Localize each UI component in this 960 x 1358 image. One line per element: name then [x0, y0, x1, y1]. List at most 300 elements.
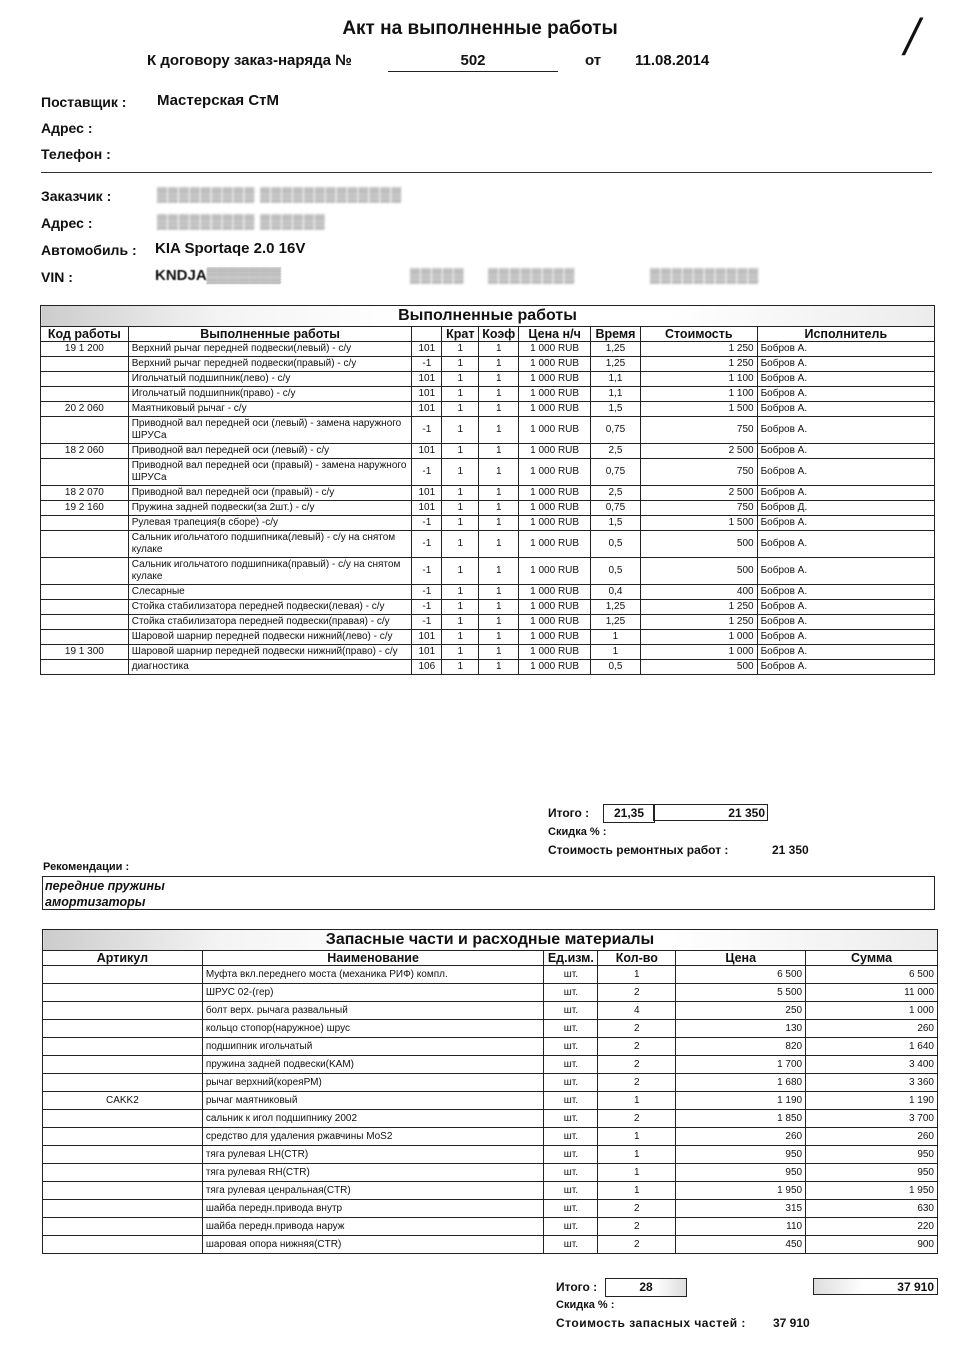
parts-cell: подшипник игольчатый	[202, 1038, 544, 1056]
contract-date-label: от	[585, 52, 602, 69]
works-row	[41, 516, 935, 531]
works-cell	[41, 372, 129, 387]
works-cell: 1 000 RUB	[519, 459, 591, 486]
parts-cell: 2	[598, 1038, 676, 1056]
works-row	[41, 459, 935, 486]
parts-cell: 1 680	[676, 1074, 806, 1092]
works-cell: 1 250	[640, 615, 757, 630]
parts-cell	[43, 1218, 203, 1236]
parts-cell: 2	[598, 1218, 676, 1236]
parts-cell: 5 500	[676, 984, 806, 1002]
works-header-cell: Цена н/ч	[519, 327, 591, 342]
recommendations-box	[42, 876, 935, 910]
works-total-label: Итого :	[548, 806, 590, 820]
works-cell: 1 000 RUB	[519, 531, 591, 558]
works-row	[41, 342, 935, 357]
parts-cell: 1 000	[806, 1002, 938, 1020]
works-cell: 1	[590, 630, 640, 645]
parts-cell	[43, 1002, 203, 1020]
works-header-cell: Коэф	[479, 327, 519, 342]
works-cell: Игольчатый подшипник(право) - с/у	[128, 387, 412, 402]
works-cell: 1	[479, 645, 519, 660]
parts-cell: 950	[676, 1164, 806, 1182]
parts-cell: 1	[598, 1182, 676, 1200]
parts-cell: шт.	[544, 1146, 598, 1164]
parts-cell: 2	[598, 1020, 676, 1038]
works-cell: 1 000 RUB	[519, 645, 591, 660]
works-row	[41, 660, 935, 675]
works-cell: 1,5	[590, 516, 640, 531]
works-cell: 1 100	[640, 387, 757, 402]
parts-cell: 260	[806, 1020, 938, 1038]
parts-cell: шт.	[544, 1128, 598, 1146]
works-cell: 1	[442, 417, 479, 444]
works-cell: 19 2 160	[41, 501, 129, 516]
supplier-phone-label: Телефон :	[41, 146, 111, 162]
parts-cell: 6 500	[676, 966, 806, 984]
parts-cell: 1 950	[676, 1182, 806, 1200]
parts-discount-label: Скидка % :	[556, 1299, 615, 1311]
works-cell: Рулевая трапеция(в сборе) -с/у	[128, 516, 412, 531]
works-cell: 1	[442, 516, 479, 531]
parts-cell: 2	[598, 984, 676, 1002]
works-row	[41, 501, 935, 516]
parts-cell: шт.	[544, 1074, 598, 1092]
header-divider	[41, 172, 932, 173]
parts-row	[43, 1200, 938, 1218]
parts-cell: 260	[676, 1128, 806, 1146]
works-cell: 1 000 RUB	[519, 444, 591, 459]
parts-cost-label: Стоимость запасных частей :	[556, 1316, 746, 1330]
works-cell: 1	[479, 558, 519, 585]
works-cell: 1,25	[590, 342, 640, 357]
works-cell: 2,5	[590, 444, 640, 459]
parts-cell: пружина задней подвески(KAM)	[202, 1056, 544, 1074]
parts-cell	[43, 1074, 203, 1092]
works-cell: Верхний рычаг передней подвески(правый) - с/у	[128, 357, 412, 372]
works-cell: Шаровой шарнир передней подвески нижний(лево) - с/у	[128, 630, 412, 645]
parts-cell: шаровая опора нижняя(CTR)	[202, 1236, 544, 1254]
parts-cell	[43, 966, 203, 984]
works-cell: 1,1	[590, 387, 640, 402]
parts-cell: шт.	[544, 1020, 598, 1038]
works-cell: Бобров А.	[757, 372, 934, 387]
parts-row	[43, 1056, 938, 1074]
parts-cell: 2	[598, 1074, 676, 1092]
works-cell: 1 000	[640, 645, 757, 660]
works-total-time: 21,35	[603, 804, 655, 823]
parts-cell: 2	[598, 1236, 676, 1254]
parts-row	[43, 1092, 938, 1110]
vin-hidden-2: ▒▒▒▒▒▒▒▒	[488, 267, 576, 283]
parts-cell	[43, 1020, 203, 1038]
works-cell: Бобров А.	[757, 342, 934, 357]
works-cell: 750	[640, 459, 757, 486]
parts-cell: 260	[806, 1128, 938, 1146]
parts-table	[42, 929, 938, 1254]
works-cell	[41, 558, 129, 585]
parts-row	[43, 1020, 938, 1038]
works-cell: 1	[479, 417, 519, 444]
works-row	[41, 558, 935, 585]
works-cell: 1,1	[590, 372, 640, 387]
works-cell: Стойка стабилизатора передней подвески(левая) - с/у	[128, 600, 412, 615]
parts-row	[43, 1074, 938, 1092]
works-cell: 1	[442, 459, 479, 486]
works-cell: 1	[442, 531, 479, 558]
works-cell: 1	[442, 630, 479, 645]
works-header-cell: Крат	[442, 327, 479, 342]
works-cell: Бобров А.	[757, 558, 934, 585]
parts-cell: CAKK2	[43, 1092, 203, 1110]
works-cell	[41, 531, 129, 558]
works-cell: -1	[412, 459, 442, 486]
parts-cell: 1 850	[676, 1110, 806, 1128]
works-total-cost: 21 350	[653, 804, 768, 821]
parts-cell: тяга рулевая RH(CTR)	[202, 1164, 544, 1182]
parts-cell: 1	[598, 1128, 676, 1146]
works-cell: 101	[412, 501, 442, 516]
works-cell: 1 000 RUB	[519, 357, 591, 372]
works-cell: 18 2 060	[41, 444, 129, 459]
supplier-label: Поставщик :	[41, 94, 127, 110]
parts-cell: 820	[676, 1038, 806, 1056]
works-row	[41, 615, 935, 630]
works-cell: -1	[412, 516, 442, 531]
works-row	[41, 402, 935, 417]
works-cell: 1 100	[640, 372, 757, 387]
works-cell: 1 000 RUB	[519, 342, 591, 357]
works-cell: 101	[412, 342, 442, 357]
parts-row	[43, 1110, 938, 1128]
parts-cell	[43, 1110, 203, 1128]
parts-cost-value: 37 910	[773, 1316, 810, 1330]
works-cell	[41, 459, 129, 486]
works-cell: 101	[412, 630, 442, 645]
parts-cell: 130	[676, 1020, 806, 1038]
works-cell: 101	[412, 402, 442, 417]
parts-section-title: Запасные части и расходные материалы	[43, 930, 938, 951]
car-value: KIA Sportaqe 2.0 16V	[155, 240, 306, 257]
parts-cell: кольцо стопор(наружное) шрус	[202, 1020, 544, 1038]
works-cell: 19 1 200	[41, 342, 129, 357]
works-cell: Слесарные	[128, 585, 412, 600]
parts-cell: 4	[598, 1002, 676, 1020]
works-cell	[41, 387, 129, 402]
parts-header-cell: Наименование	[202, 951, 544, 966]
parts-cell: 250	[676, 1002, 806, 1020]
parts-cell: шт.	[544, 1110, 598, 1128]
works-cell: 0,75	[590, 417, 640, 444]
vin-value: KNDJA▒▒▒▒▒▒▒	[155, 267, 282, 284]
works-cell: 1 000 RUB	[519, 402, 591, 417]
parts-cell: 1	[598, 966, 676, 984]
works-cell	[41, 357, 129, 372]
works-cell: 1 250	[640, 357, 757, 372]
works-cell: 1 500	[640, 516, 757, 531]
works-cell: Бобров А.	[757, 630, 934, 645]
works-cell: Бобров А.	[757, 600, 934, 615]
vin-hidden-1: ▒▒▒▒▒	[410, 267, 465, 283]
works-cell: 500	[640, 660, 757, 675]
parts-cell: 950	[806, 1164, 938, 1182]
parts-cell	[43, 1164, 203, 1182]
works-cell: -1	[412, 417, 442, 444]
parts-row	[43, 966, 938, 984]
works-cell: 1	[479, 630, 519, 645]
parts-cell: 110	[676, 1218, 806, 1236]
works-cell: 1 000	[640, 630, 757, 645]
customer-label: Заказчик :	[41, 188, 112, 204]
parts-cell: болт верх. рычага развальный	[202, 1002, 544, 1020]
works-cost-label: Стоимость ремонтных работ :	[548, 843, 729, 857]
works-cell: 20 2 060	[41, 402, 129, 417]
parts-cell: шт.	[544, 1236, 598, 1254]
works-cell: 1	[479, 387, 519, 402]
works-cell: 1 000 RUB	[519, 417, 591, 444]
parts-cell: 1	[598, 1092, 676, 1110]
parts-cell: шт.	[544, 1056, 598, 1074]
works-cell: 1	[442, 501, 479, 516]
works-cell: 19 1 300	[41, 645, 129, 660]
works-header-cell	[412, 327, 442, 342]
works-table	[40, 305, 935, 675]
works-cell: 1 000 RUB	[519, 600, 591, 615]
works-cell: Бобров Д.	[757, 501, 934, 516]
parts-row	[43, 1002, 938, 1020]
parts-cell: сальник к игол подшипнику 2002	[202, 1110, 544, 1128]
works-cell: Приводной вал передней оси (левый) - замена наружного ШРУСа	[128, 417, 412, 444]
parts-header-cell: Ед.изм.	[544, 951, 598, 966]
parts-row	[43, 1146, 938, 1164]
customer-value: ▒▒▒▒▒▒▒▒▒ ▒▒▒▒▒▒▒▒▒▒▒▒▒	[157, 186, 403, 202]
parts-cell: 3 400	[806, 1056, 938, 1074]
works-cell: Шаровой шарнир передней подвески нижний(право) - с/у	[128, 645, 412, 660]
works-cell: 1 000 RUB	[519, 660, 591, 675]
parts-cell	[43, 1236, 203, 1254]
parts-cell: шт.	[544, 1200, 598, 1218]
works-cell: 1	[442, 387, 479, 402]
works-cell: 1	[479, 342, 519, 357]
supplier-value: Мастерская СтМ	[157, 92, 279, 109]
parts-cell: шайба передн.привода внутр	[202, 1200, 544, 1218]
works-header-cell: Стоимость	[640, 327, 757, 342]
works-cell: 0,5	[590, 531, 640, 558]
works-cell: Бобров А.	[757, 615, 934, 630]
car-label: Автомобиль :	[41, 242, 137, 258]
works-cell: 1,25	[590, 615, 640, 630]
works-cell: 1,25	[590, 600, 640, 615]
works-cell: Стойка стабилизатора передней подвески(правая) - с/у	[128, 615, 412, 630]
parts-cell: 900	[806, 1236, 938, 1254]
works-cell: 1 500	[640, 402, 757, 417]
vin-label: VIN :	[41, 269, 73, 285]
works-cell: 1 000 RUB	[519, 558, 591, 585]
works-row	[41, 417, 935, 444]
works-cell: Бобров А.	[757, 531, 934, 558]
works-cell: 1 000 RUB	[519, 630, 591, 645]
works-cell: 1	[479, 357, 519, 372]
works-cell: 1	[442, 585, 479, 600]
works-cell: 1	[442, 357, 479, 372]
parts-cell: 950	[676, 1146, 806, 1164]
works-cell: 1	[479, 444, 519, 459]
works-cell: 1	[479, 615, 519, 630]
works-cell: 500	[640, 531, 757, 558]
works-cell: Пружина задней подвески(за 2шт.) - с/у	[128, 501, 412, 516]
parts-cell: 950	[806, 1146, 938, 1164]
works-cell: 18 2 070	[41, 486, 129, 501]
recommendation-line: амортизаторы	[45, 895, 146, 909]
works-cell	[41, 660, 129, 675]
parts-cell	[43, 1146, 203, 1164]
works-cell: 1	[442, 342, 479, 357]
parts-cell: 1 640	[806, 1038, 938, 1056]
works-discount-label: Скидка % :	[548, 826, 607, 838]
parts-cell: 220	[806, 1218, 938, 1236]
works-cell	[41, 615, 129, 630]
parts-cell: 1 190	[676, 1092, 806, 1110]
parts-cell: 3 700	[806, 1110, 938, 1128]
parts-cell: средство для удаления ржавчины MoS2	[202, 1128, 544, 1146]
works-cell: Приводной вал передней оси (правый) - с/у	[128, 486, 412, 501]
works-header-cell: Время	[590, 327, 640, 342]
parts-cell	[43, 1182, 203, 1200]
works-cell: Игольчатый подшипник(лево) - с/у	[128, 372, 412, 387]
works-row	[41, 531, 935, 558]
parts-cell: 3 360	[806, 1074, 938, 1092]
works-row	[41, 630, 935, 645]
works-cell: 1 000 RUB	[519, 585, 591, 600]
works-row	[41, 645, 935, 660]
parts-cell: шт.	[544, 1182, 598, 1200]
works-cell: 1	[442, 372, 479, 387]
works-cell: 101	[412, 486, 442, 501]
works-header-cell: Выполненные работы	[128, 327, 412, 342]
parts-cell: 1	[598, 1164, 676, 1182]
works-cell	[41, 417, 129, 444]
works-cell: 500	[640, 558, 757, 585]
works-cell: Верхний рычаг передней подвески(левый) - с/у	[128, 342, 412, 357]
parts-cell	[43, 984, 203, 1002]
works-cell: 1	[442, 486, 479, 501]
parts-cell: Муфта вкл.переднего моста (механика РИФ) компл.	[202, 966, 544, 984]
parts-cell: шт.	[544, 1164, 598, 1182]
recommendations-label: Рекомендации :	[43, 861, 130, 873]
works-cell: 101	[412, 645, 442, 660]
parts-cell: 2	[598, 1200, 676, 1218]
works-cell: Бобров А.	[757, 444, 934, 459]
works-header-cell: Исполнитель	[757, 327, 934, 342]
works-cell: -1	[412, 558, 442, 585]
works-cell: 1	[442, 615, 479, 630]
parts-cell: 630	[806, 1200, 938, 1218]
works-cell: -1	[412, 615, 442, 630]
works-cell: Приводной вал передней оси (правый) - замена наружного ШРУСа	[128, 459, 412, 486]
works-row	[41, 372, 935, 387]
parts-total-qty: 28	[605, 1278, 687, 1297]
parts-cell: 2	[598, 1110, 676, 1128]
works-cell	[41, 516, 129, 531]
parts-cell: шт.	[544, 1092, 598, 1110]
works-row	[41, 486, 935, 501]
works-cell: 1	[442, 444, 479, 459]
works-cell: 750	[640, 501, 757, 516]
works-cell: -1	[412, 357, 442, 372]
parts-cell	[43, 1056, 203, 1074]
works-cell: 1	[479, 372, 519, 387]
parts-header-cell: Кол-во	[598, 951, 676, 966]
parts-cell: шт.	[544, 984, 598, 1002]
works-cell: 1	[479, 459, 519, 486]
works-cell: 1	[442, 645, 479, 660]
works-cell: 0,4	[590, 585, 640, 600]
vin-hidden-3: ▒▒▒▒▒▒▒▒▒▒	[650, 267, 760, 283]
parts-row	[43, 1038, 938, 1056]
parts-cell: 11 000	[806, 984, 938, 1002]
works-cell: 101	[412, 387, 442, 402]
works-row	[41, 444, 935, 459]
works-cell: 1	[442, 402, 479, 417]
works-cell: Бобров А.	[757, 660, 934, 675]
parts-cell: тяга рулевая ценральная(CTR)	[202, 1182, 544, 1200]
works-cell: 2,5	[590, 486, 640, 501]
works-cell: Бобров А.	[757, 486, 934, 501]
works-header-cell: Код работы	[41, 327, 129, 342]
parts-cell	[43, 1128, 203, 1146]
works-row	[41, 357, 935, 372]
works-row	[41, 387, 935, 402]
works-cell: 1	[590, 645, 640, 660]
parts-row	[43, 1218, 938, 1236]
parts-cell: рычаг маятниковый	[202, 1092, 544, 1110]
supplier-address-label: Адрес :	[41, 120, 93, 136]
works-cell: 1	[479, 600, 519, 615]
parts-cell: 2	[598, 1056, 676, 1074]
works-row	[41, 600, 935, 615]
works-cell: 1	[479, 486, 519, 501]
contract-label: К договору заказ-наряда №	[147, 52, 352, 69]
parts-header-cell: Артикул	[43, 951, 203, 966]
parts-cell: 1 700	[676, 1056, 806, 1074]
works-cell: Бобров А.	[757, 417, 934, 444]
page-title: Акт на выполненные работы	[342, 18, 618, 39]
works-cell: Бобров А.	[757, 402, 934, 417]
works-cell: 1	[442, 558, 479, 585]
works-cell: 750	[640, 417, 757, 444]
works-cell: 101	[412, 372, 442, 387]
works-cost-value: 21 350	[772, 843, 809, 857]
parts-cell: 1 950	[806, 1182, 938, 1200]
parts-cell: шт.	[544, 1218, 598, 1236]
works-cell: 2 500	[640, 444, 757, 459]
works-cell: 1 250	[640, 600, 757, 615]
works-cell: 0,75	[590, 501, 640, 516]
works-cell: 1	[442, 600, 479, 615]
works-cell: Бобров А.	[757, 516, 934, 531]
parts-cell: рычаг верхний(кореяРМ)	[202, 1074, 544, 1092]
customer-address-label: Адрес :	[41, 215, 93, 231]
works-cell: 1 000 RUB	[519, 615, 591, 630]
works-cell: Маятниковый рычаг - с/у	[128, 402, 412, 417]
works-cell: Бобров А.	[757, 459, 934, 486]
works-cell: Бобров А.	[757, 357, 934, 372]
parts-header-cell: Сумма	[806, 951, 938, 966]
parts-cell: тяга рулевая LH(CTR)	[202, 1146, 544, 1164]
works-cell	[41, 630, 129, 645]
works-cell: Приводной вал передней оси (левый) - с/у	[128, 444, 412, 459]
works-cell: 106	[412, 660, 442, 675]
